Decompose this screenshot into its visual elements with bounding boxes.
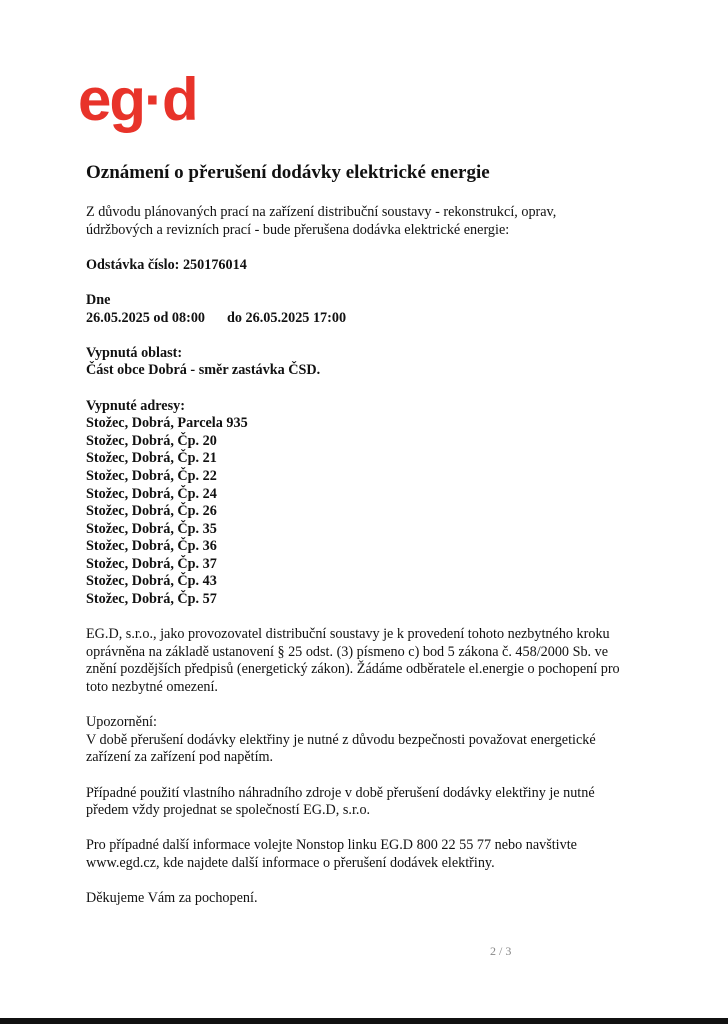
page-number: 2 / 3: [490, 944, 512, 958]
address-item: Stožec, Dobrá, Čp. 20: [86, 432, 217, 449]
address-item: Stožec, Dobrá, Čp. 22: [86, 467, 217, 484]
address-item: Stožec, Dobrá, Čp. 43: [86, 573, 217, 590]
address-item: Stožec, Dobrá, Čp. 24: [86, 485, 217, 502]
area-value: Část obce Dobrá - směr zastávka ČSD.: [86, 362, 321, 379]
address-item: Stožec, Dobrá, Čp. 21: [86, 450, 217, 467]
date-range: [86, 310, 646, 328]
bottom-bar: [0, 1018, 728, 1024]
outage-number: Odstávka číslo: 250176014: [86, 256, 247, 273]
address-item: Stožec, Dobrá, Čp. 35: [86, 520, 217, 537]
warning-label: Upozornění:: [86, 714, 157, 731]
legal-line-2: oprávněna na základě ustanovení § 25 odst. (3) písmeno c) bod 5 zákona č. 458/2000 Sb. ve: [86, 643, 609, 660]
address-item: Stožec, Dobrá, Čp. 37: [86, 555, 217, 572]
warning-line-2: zařízení za zařízení pod napětím.: [86, 749, 274, 766]
egd-logo: [78, 66, 197, 133]
legal-line-4: toto nezbytné omezení.: [86, 679, 218, 696]
info-line-2: www.egd.cz, kde najdete další informace o přerušení dodávek elektřiny.: [86, 854, 495, 871]
date-to: do 26.05.2025 17:00: [227, 309, 347, 326]
thanks-text: Děkujeme Vám za pochopení.: [86, 890, 258, 907]
warning-line-1: V době přerušení dodávky elektřiny je nutné z důvodu bezpečnosti považovat energetické: [86, 731, 596, 748]
legal-line-1: EG.D, s.r.o., jako provozovatel distribuční soustavy je k provedení tohoto nezbytného kroku: [86, 626, 610, 643]
address-item: Stožec, Dobrá, Čp. 57: [86, 591, 217, 608]
intro-line-1: Z důvodu plánovaných prací na zařízení distribuční soustavy - rekonstrukcí, oprav,: [86, 204, 557, 220]
page-title: Oznámení o přerušení dodávky elektrické energie: [86, 162, 490, 183]
notice-body: [86, 204, 646, 908]
date-label: Dne: [86, 291, 111, 308]
backup-line-1: Případné použití vlastního náhradního zdroje v době přerušení dodávky elektřiny je nutné: [86, 784, 595, 801]
date-from: 26.05.2025 od 08:00: [86, 309, 206, 326]
legal-line-3: znění pozdějších předpisů (energetický zákon). Žádáme odběratele el.energie o pochopení pro: [86, 661, 620, 678]
area-label: Vypnutá oblast:: [86, 344, 183, 361]
backup-line-2: předem vždy projednat se společností EG.D, s.r.o.: [86, 802, 371, 819]
address-item: Stožec, Dobrá, Čp. 26: [86, 503, 217, 520]
address-item: Stožec, Dobrá, Čp. 36: [86, 538, 217, 555]
intro-line-2: údržbových a revizních prací - bude přerušena dodávka elektrické energie:: [86, 221, 510, 238]
logo-text: eg·d: [78, 66, 197, 133]
info-line-1: Pro případné další informace volejte Nonstop linku EG.D 800 22 55 77 nebo navštivte: [86, 837, 577, 854]
address-list: [86, 415, 646, 609]
addresses-label: Vypnuté adresy:: [86, 397, 185, 414]
address-item: Stožec, Dobrá, Parcela 935: [86, 415, 248, 432]
